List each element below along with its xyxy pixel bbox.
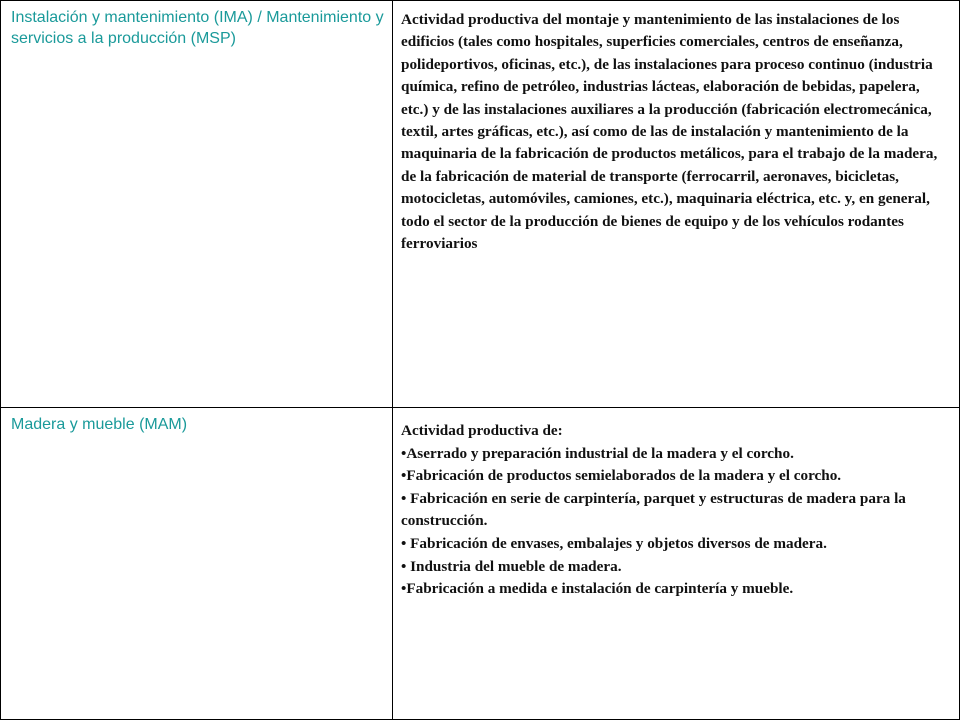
description-intro: Actividad productiva de:: [401, 422, 563, 439]
bullet-icon: •: [401, 580, 407, 598]
bullet-icon: •: [401, 444, 407, 462]
category-name-mam: Madera y mueble (MAM): [11, 416, 188, 433]
description-cell: [392, 408, 960, 720]
list-item-text: Fabricación a medida e instalación de carpintería y mueble.: [406, 580, 794, 598]
category-name-ima-msp: Instalación y mantenimiento (IMA) / Mantenimiento y servicios a la producción (MSP): [11, 9, 384, 47]
category-cell: [0, 408, 393, 720]
list-item: [401, 443, 945, 466]
list-item: [401, 533, 945, 556]
list-item-text: Fabricación de envases, embalajes y objetos diversos de madera.: [406, 534, 827, 552]
category-cell: [0, 0, 393, 408]
list-item: [401, 556, 945, 579]
list-item: [401, 465, 945, 488]
bullet-icon: •: [401, 557, 407, 575]
list-item-text: Aserrado y preparación industrial de la madera y el corcho.: [406, 444, 794, 462]
bullet-icon: •: [401, 489, 407, 507]
bullet-icon: •: [401, 467, 407, 485]
table-row: [0, 408, 960, 720]
description-list-mam: [401, 420, 945, 601]
list-item-text: Industria del mueble de madera.: [406, 557, 622, 575]
description-text-ima-msp: Actividad productiva del montaje y mantenimiento de las instalaciones de los edificios (tales como hospitales, superficies comerciales, centros de enseñanza, polideportivos, oficinas, etc.), de las instalaciones para proceso continuo (industria química, refino de petróleo, industrias lácteas, elaboración de bebidas, papelera, etc.) y de las instalaciones auxiliares a la producción (fabricación electromecánica, textil, artes gráficas, etc.), así como de las de instalación y mantenimiento de la maquinaria de la fabricación de productos metálicos, para el trabajo de la madera, de la fabricación de material de transporte (ferrocarril, aeronaves, bicicletas, motocicletas, automóviles, camiones, etc.), maquinaria eléctrica, etc. y, en general, todo el sector de la producción de bienes de equipo y de los vehículos rodantes ferroviarios: [401, 11, 938, 253]
list-item: [401, 488, 945, 533]
description-cell: [392, 0, 960, 408]
list-item: [401, 578, 945, 601]
list-item-text: Fabricación en serie de carpintería, parquet y estructuras de madera para la construcción.: [401, 489, 910, 530]
list-item-text: Fabricación de productos semielaborados de la madera y el corcho.: [406, 467, 842, 485]
bullet-icon: •: [401, 534, 407, 552]
